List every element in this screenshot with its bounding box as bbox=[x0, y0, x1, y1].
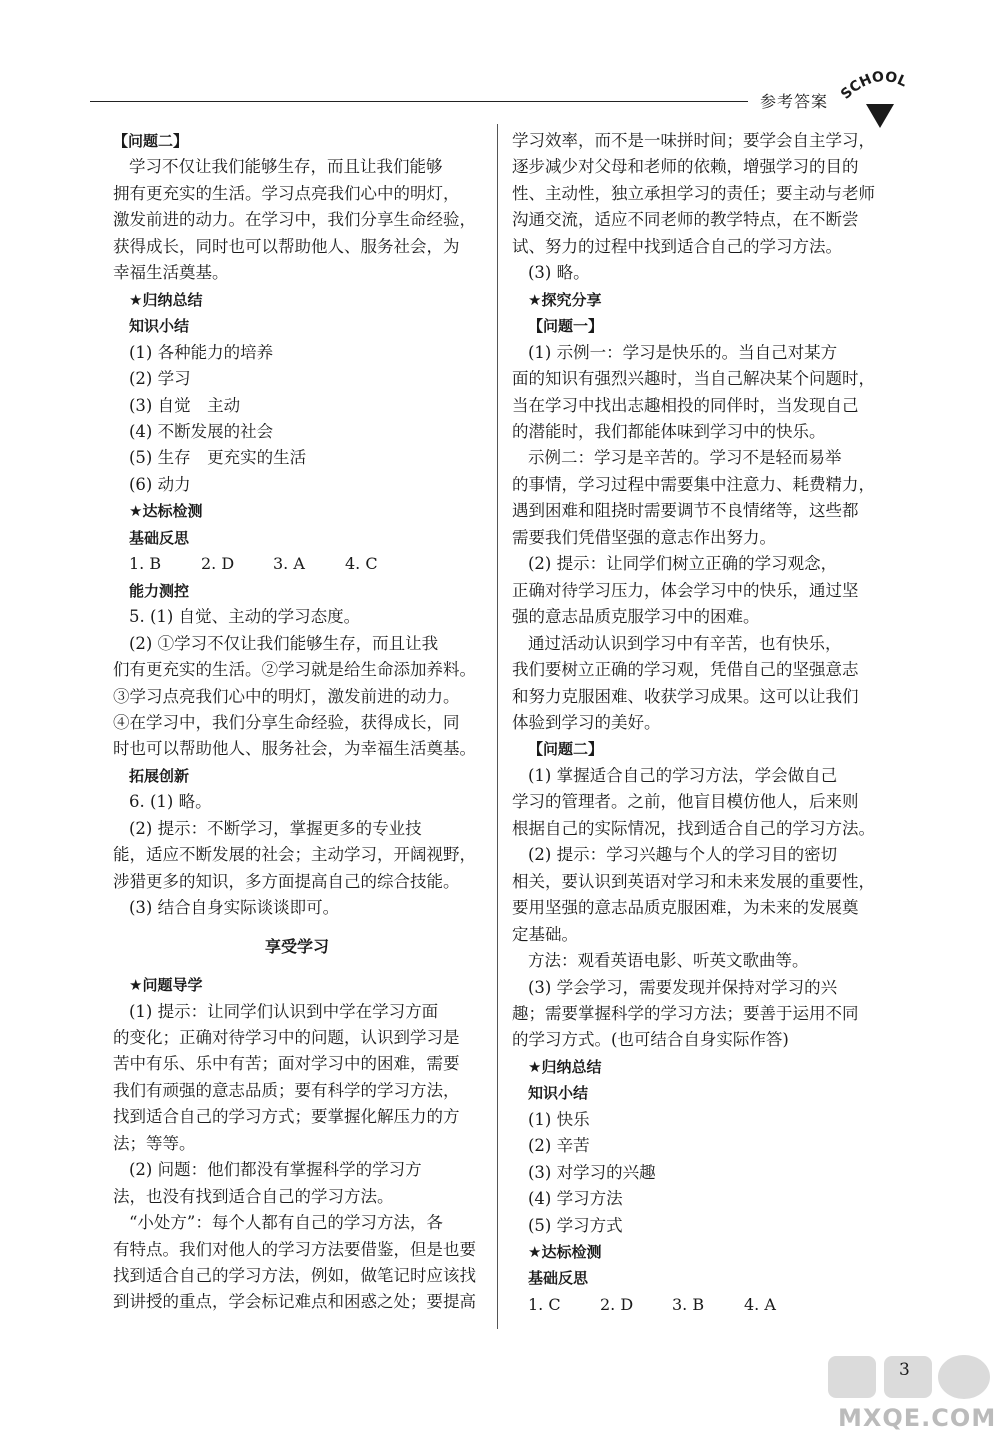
text-line: 需要我们凭借坚强的意志作出努力。 bbox=[512, 527, 776, 547]
text-line: (3) 结合自身实际谈谈即可。 bbox=[129, 898, 340, 918]
left-expand-block bbox=[113, 789, 481, 921]
right-summary-heading: ★归纳总结 bbox=[528, 1057, 602, 1076]
right-test-heading: ★达标检测 bbox=[528, 1243, 602, 1262]
answer-item: 1. C bbox=[528, 1294, 561, 1314]
section-title: 享受学习 bbox=[264, 936, 329, 956]
right-column bbox=[512, 128, 890, 1318]
logo-text: SCHOOL bbox=[837, 68, 910, 103]
text-line: “小处方”：每个人都有自己的学习方法，各 bbox=[129, 1213, 443, 1233]
answer-item: 2. D bbox=[201, 554, 235, 574]
text-line: 示例二：学习是辛苦的。学习不是轻而易举 bbox=[528, 448, 842, 468]
text-line: 试、努力的过程中找到适合自己的学习方法。 bbox=[512, 236, 842, 256]
left-summary-heading: ★归纳总结 bbox=[129, 290, 203, 309]
column-divider bbox=[497, 124, 498, 1329]
text-line: 的事情，学习过程中需要集中注意力、耗费精力， bbox=[512, 474, 875, 494]
left-ability-block bbox=[113, 604, 481, 763]
text-line: 强的意志品质克服学习中的困难。 bbox=[512, 607, 760, 627]
right-q1-block bbox=[512, 340, 890, 737]
text-line: 方法：观看英语电影、听英文歌曲等。 bbox=[528, 951, 809, 971]
text-line: (6) 动力 bbox=[129, 474, 191, 494]
right-cont-block bbox=[512, 128, 890, 287]
explore-heading: ★探究分享 bbox=[528, 290, 602, 309]
text-line: (1) 提示：让同学们认识到中学在学习方面 bbox=[129, 1001, 439, 1021]
text-line: (2) 提示：不断学习，掌握更多的专业技 bbox=[129, 818, 422, 838]
text-line: 找到适合自己的学习方法，例如，做笔记时应该找 bbox=[113, 1266, 476, 1286]
left-q2-heading: 【问题二】 bbox=[113, 132, 189, 150]
text-line: 法；等等。 bbox=[113, 1133, 196, 1153]
text-line: 正确对待学习压力，体会学习中的快乐，通过坚 bbox=[512, 580, 859, 600]
text-line: (3) 略。 bbox=[528, 263, 590, 283]
right-basic-heading: 基础反思 bbox=[528, 1269, 589, 1288]
answer-item: 3. A bbox=[273, 554, 305, 574]
guide-heading: ★问题导学 bbox=[129, 976, 203, 995]
text-line: 根据自己的实际情况，找到适合自己的学习方法。 bbox=[512, 818, 875, 838]
left-expand-heading: 拓展创新 bbox=[129, 766, 190, 785]
svg-text:SCHOOL bbox=[838, 69, 909, 103]
left-q2-block bbox=[113, 154, 481, 286]
text-line: 性、主动性，独立承担学习的责任；要主动与老师 bbox=[512, 183, 875, 203]
answer-item: 3. B bbox=[672, 1294, 705, 1314]
text-line: (1) 示例一：学习是快乐的。当自己对某方 bbox=[528, 342, 838, 362]
text-line: (2) 辛苦 bbox=[528, 1136, 590, 1156]
text-line: 学习不仅让我们能够生存，而且让我们能够 bbox=[129, 157, 443, 177]
text-line: 的学习方式。(也可结合自身实际作答) bbox=[512, 1030, 789, 1050]
text-line: (2) 问题：他们都没有掌握科学的学习方 bbox=[129, 1160, 422, 1180]
answer-item: 1. B bbox=[129, 554, 162, 574]
text-line: 逐步减少对父母和老师的依赖，增强学习的目的 bbox=[512, 157, 859, 177]
text-line: 面的知识有强烈兴趣时，当自己解决某个问题时， bbox=[512, 369, 875, 389]
watermark-text: MXQE.COM bbox=[838, 1404, 997, 1432]
text-line: (3) 学会学习，需要发现并保持对学习的兴 bbox=[528, 977, 838, 997]
text-line: 学习效率，而不是一味拼时间；要学会自主学习， bbox=[512, 131, 875, 150]
left-ability-heading: 能力测控 bbox=[129, 581, 190, 600]
text-line: 通过活动认识到学习中有辛苦，也有快乐， bbox=[528, 633, 842, 653]
text-line: (3) 对学习的兴趣 bbox=[528, 1162, 656, 1182]
text-line: (2) ①学习不仅让我们能够生存，而且让我 bbox=[129, 633, 439, 653]
text-line: 们有更充实的生活。②学习就是给生命添加养料。 bbox=[113, 660, 476, 680]
text-line: 体验到学习的美好。 bbox=[512, 712, 661, 732]
text-line: 我们有顽强的意志品质；要有科学的学习方法， bbox=[113, 1080, 460, 1100]
answer-item: 2. D bbox=[600, 1294, 634, 1314]
text-line: 的潜能时，我们都能体味到学习中的快乐。 bbox=[512, 421, 826, 441]
text-line: 趣；需要掌握科学的学习方法；要善于运用不同 bbox=[512, 1003, 859, 1023]
right-q2-heading: 【问题二】 bbox=[528, 740, 604, 759]
text-line: 6. (1) 略。 bbox=[129, 792, 212, 812]
text-line: 苦中有乐、乐中有苦；面对学习中的困难，需要 bbox=[113, 1054, 460, 1074]
text-line: 相关，要认识到英语对学习和未来发展的重要性， bbox=[512, 871, 875, 891]
left-knowledge-list bbox=[113, 340, 481, 499]
text-line: 有特点。我们对他人的学习方法要借鉴，但是也要 bbox=[113, 1239, 476, 1259]
left-knowledge-heading: 知识小结 bbox=[129, 317, 190, 336]
text-line: 当在学习中找出志趣相投的同伴时，当发现自己 bbox=[512, 395, 859, 415]
text-line: (1) 掌握适合自己的学习方法，学会做自己 bbox=[528, 765, 838, 785]
text-line: 定基础。 bbox=[512, 924, 578, 944]
text-line: 能，适应不断发展的社会；主动学习，开阔视野， bbox=[113, 845, 476, 865]
text-line: 涉猎更多的知识，多方面提高自己的综合技能。 bbox=[113, 871, 460, 891]
text-line: ④在学习中，我们分享生命经验，获得成长，同 bbox=[113, 712, 460, 732]
text-line: (1) 快乐 bbox=[528, 1109, 590, 1129]
text-line: 时也可以帮助他人、服务社会，为幸福生活奠基。 bbox=[113, 739, 476, 759]
right-knowledge-heading: 知识小结 bbox=[528, 1084, 589, 1103]
text-line: (4) 不断发展的社会 bbox=[129, 421, 274, 441]
text-line: 获得成长，同时也可以帮助他人、服务社会，为 bbox=[113, 236, 460, 256]
right-q2-block bbox=[512, 763, 890, 1054]
text-line: (2) 提示：学习兴趣与个人的学习目的密切 bbox=[528, 845, 838, 865]
answer-item: 4. A bbox=[744, 1294, 776, 1314]
text-line: 找到适合自己的学习方式；要掌握化解压力的方 bbox=[113, 1107, 460, 1127]
left-basic-heading: 基础反思 bbox=[129, 528, 190, 547]
answer-item: 4. C bbox=[345, 554, 378, 574]
left-basic-answers bbox=[113, 551, 481, 577]
text-line: (2) 学习 bbox=[129, 369, 191, 389]
text-line: 我们要树立正确的学习观，凭借自己的坚强意志 bbox=[512, 660, 859, 680]
text-line: (1) 各种能力的培养 bbox=[129, 342, 274, 362]
text-line: 幸福生活奠基。 bbox=[113, 263, 229, 283]
text-line: (5) 学习方式 bbox=[528, 1215, 623, 1235]
text-line: 5. (1) 自觉、主动的学习态度。 bbox=[129, 607, 361, 627]
text-line: (4) 学习方法 bbox=[528, 1189, 623, 1209]
text-line: 的变化；正确对待学习中的问题，认识到学习是 bbox=[113, 1027, 460, 1047]
text-line: 沟通交流，适应不同老师的教学特点，在不断尝 bbox=[512, 210, 859, 230]
text-line: (2) 提示：让同学们树立正确的学习观念， bbox=[528, 554, 838, 574]
text-line: 拥有更充实的生活。学习点亮我们心中的明灯， bbox=[113, 183, 460, 203]
text-line: 遇到困难和阻挠时需要调节不良情绪等，这些都 bbox=[512, 501, 859, 521]
right-knowledge-list bbox=[512, 1107, 890, 1239]
text-line: 激发前进的动力。在学习中，我们分享生命经验， bbox=[113, 210, 476, 230]
text-line: 到讲授的重点，学会标记难点和困惑之处；要提高 bbox=[113, 1292, 476, 1312]
left-column bbox=[113, 128, 481, 1316]
header-title: 参考答案 bbox=[760, 92, 829, 111]
left-test-heading: ★达标检测 bbox=[129, 502, 203, 521]
text-line: (5) 生存 更充实的生活 bbox=[129, 448, 307, 468]
guide-block bbox=[113, 999, 481, 1316]
right-basic-answers bbox=[512, 1292, 890, 1318]
right-q1-heading: 【问题一】 bbox=[528, 317, 604, 336]
text-line: ③学习点亮我们心中的明灯，激发前进的动力。 bbox=[113, 686, 460, 706]
text-line: 法，也没有找到适合自己的学习方法。 bbox=[113, 1186, 394, 1206]
text-line: 学习的管理者。之前，他盲目模仿他人，后来则 bbox=[512, 792, 859, 812]
text-line: (3) 自觉 主动 bbox=[129, 395, 241, 415]
text-line: 要用坚强的意志品质克服困难，为未来的发展奠 bbox=[512, 898, 859, 918]
text-line: 和努力克服困难、收获学习成果。这可以让我们 bbox=[512, 686, 859, 706]
page-number: 3 bbox=[899, 1360, 910, 1380]
header-rule bbox=[90, 101, 748, 102]
